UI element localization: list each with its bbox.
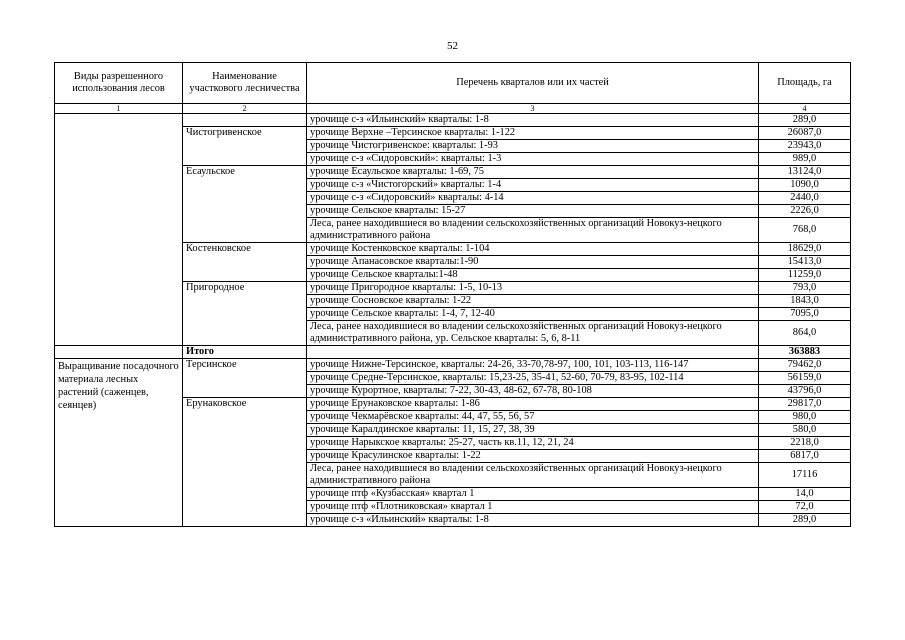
area-cell: 1090,0 xyxy=(759,179,851,192)
forestry-cell: Есаульское xyxy=(183,166,307,243)
quarters-cell: урочище Костенковское кварталы: 1-104 xyxy=(307,243,759,256)
area-cell: 79462,0 xyxy=(759,359,851,372)
area-cell: 289,0 xyxy=(759,514,851,527)
forestry-cell: Терсинское xyxy=(183,359,307,398)
total-row xyxy=(55,346,851,359)
quarters-cell: урочище Чекмарёвское кварталы: 44, 47, 55, 56, 57 xyxy=(307,411,759,424)
quarters-cell: урочище Средне-Терсинское, кварталы: 15,23-25, 35-41, 52-60, 70-79, 83-95, 102-114 xyxy=(307,372,759,385)
quarters-cell: урочище Сельское кварталы: 15-27 xyxy=(307,205,759,218)
area-cell: 793,0 xyxy=(759,282,851,295)
column-number: 2 xyxy=(183,104,307,114)
area-cell: 23943,0 xyxy=(759,140,851,153)
area-cell: 29817,0 xyxy=(759,398,851,411)
quarters-cell: урочище Сосновское кварталы: 1-22 xyxy=(307,295,759,308)
area-cell: 1843,0 xyxy=(759,295,851,308)
quarters-cell: урочище Каралдинское кварталы: 11, 15, 27, 38, 39 xyxy=(307,424,759,437)
quarters-cell: урочище Апанасовское кварталы:1-90 xyxy=(307,256,759,269)
quarters-cell: Леса, ранее находившиеся во владении сельскохозяйственных организаций Новокуз-нецкого административного района, ур. Сельское кварталы: 5, 6, 8-11 xyxy=(307,321,759,346)
area-cell: 7095,0 xyxy=(759,308,851,321)
quarters-cell: урочище Сельское кварталы: 1-4, 7, 12-40 xyxy=(307,308,759,321)
quarters-cell: урочище Курортное, кварталы: 7-22, 30-43, 48-62, 67-78, 80-108 xyxy=(307,385,759,398)
header-row xyxy=(55,63,851,104)
quarters-cell: урочище Нарыкское кварталы: 25-27, часть кв.11, 12, 21, 24 xyxy=(307,437,759,450)
area-cell: 26087,0 xyxy=(759,127,851,140)
quarters-cell: урочище Красулинское кварталы: 1-22 xyxy=(307,450,759,463)
area-cell: 289,0 xyxy=(759,114,851,127)
area-cell: 14,0 xyxy=(759,488,851,501)
quarters-cell: урочище с-з «Ильинский» кварталы: 1-8 xyxy=(307,114,759,127)
quarters-cell: урочище с-з «Сидоровский»: кварталы: 1-3 xyxy=(307,153,759,166)
quarters-cell: урочище птф «Кузбасская» квартал 1 xyxy=(307,488,759,501)
area-cell: 989,0 xyxy=(759,153,851,166)
forestry-cell: Ерунаковское xyxy=(183,398,307,527)
table-row xyxy=(55,359,851,372)
area-cell: 2226,0 xyxy=(759,205,851,218)
quarters-cell: урочище Чистогривенское: кварталы: 1-93 xyxy=(307,140,759,153)
column-number: 3 xyxy=(307,104,759,114)
total-label: Итого xyxy=(183,346,307,359)
use-type-cell xyxy=(55,114,183,346)
total-area: 363883 xyxy=(759,346,851,359)
area-cell: 15413,0 xyxy=(759,256,851,269)
quarters-cell: урочище с-з «Сидоровский» кварталы: 4-14 xyxy=(307,192,759,205)
header-forestry: Наименование участкового лесничества xyxy=(183,63,307,104)
area-cell: 6817,0 xyxy=(759,450,851,463)
quarters-cell: Леса, ранее находившиеся во владении сельскохозяйственных организаций Новокуз-нецкого административного района xyxy=(307,463,759,488)
quarters-cell: урочище Сельское кварталы:1-48 xyxy=(307,269,759,282)
forestry-cell: Пригородное xyxy=(183,282,307,346)
forestry-cell xyxy=(183,114,307,127)
quarters-cell: Леса, ранее находившиеся во владении сельскохозяйственных организаций Новокуз-нецкого административного района xyxy=(307,218,759,243)
area-cell: 768,0 xyxy=(759,218,851,243)
area-cell: 72,0 xyxy=(759,501,851,514)
table-row xyxy=(55,114,851,127)
area-cell: 11259,0 xyxy=(759,269,851,282)
quarters-cell: урочище Пригородное кварталы: 1-5, 10-13 xyxy=(307,282,759,295)
forest-use-table xyxy=(54,62,851,527)
total-spacer-cell xyxy=(307,346,759,359)
area-cell: 2440,0 xyxy=(759,192,851,205)
area-cell: 56159,0 xyxy=(759,372,851,385)
quarters-cell: урочище птф «Плотниковская» квартал 1 xyxy=(307,501,759,514)
header-quarters: Перечень кварталов или их частей xyxy=(307,63,759,104)
total-spacer-cell xyxy=(55,346,183,359)
area-cell: 13124,0 xyxy=(759,166,851,179)
quarters-cell: урочище с-з «Чистогорский» кварталы: 1-4 xyxy=(307,179,759,192)
quarters-cell: урочище Есаульское кварталы: 1-69, 75 xyxy=(307,166,759,179)
column-number-row xyxy=(55,104,851,114)
area-cell: 18629,0 xyxy=(759,243,851,256)
page-number: 52 xyxy=(447,40,458,52)
column-number: 1 xyxy=(55,104,183,114)
header-area: Площадь, га xyxy=(759,63,851,104)
area-cell: 43796,0 xyxy=(759,385,851,398)
area-cell: 864,0 xyxy=(759,321,851,346)
column-number: 4 xyxy=(759,104,851,114)
table-body xyxy=(55,114,851,527)
forestry-cell: Чистогривенское xyxy=(183,127,307,166)
area-cell: 17116 xyxy=(759,463,851,488)
area-cell: 580,0 xyxy=(759,424,851,437)
quarters-cell: урочище Верхне –Терсинское кварталы: 1-122 xyxy=(307,127,759,140)
forestry-cell: Костенковское xyxy=(183,243,307,282)
area-cell: 980,0 xyxy=(759,411,851,424)
quarters-cell: урочище с-з «Ильинский» кварталы: 1-8 xyxy=(307,514,759,527)
area-cell: 2218,0 xyxy=(759,437,851,450)
use-type-cell: Выращивание посадочного материала лесных растений (саженцев, сеянцев) xyxy=(55,359,183,527)
quarters-cell: урочище Нижне-Терсинское, кварталы: 24-26, 33-70,78-97, 100, 101, 103-113, 116-147 xyxy=(307,359,759,372)
quarters-cell: урочище Ерунаковское кварталы: 1-86 xyxy=(307,398,759,411)
header-use-type: Виды разрешенного использования лесов xyxy=(55,63,183,104)
